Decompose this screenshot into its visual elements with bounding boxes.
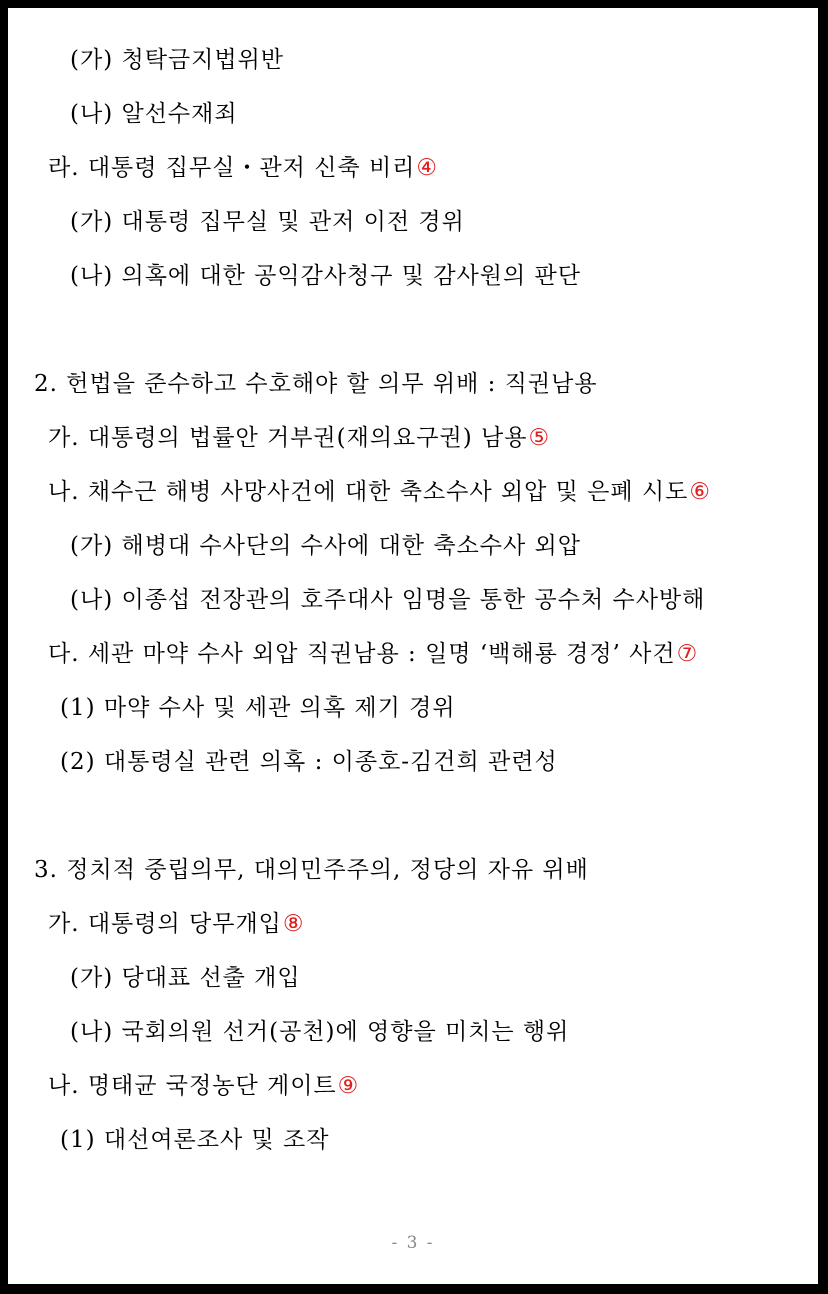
page-number: - 3 - bbox=[391, 1233, 435, 1253]
outline-item bbox=[60, 693, 456, 723]
outline-item-text: 나. 채수근 해병 사망사건에 대한 축소수사 외압 및 은폐 시도 bbox=[48, 479, 689, 505]
section-heading-text: 3. 정치적 중립의무, 대의민주주의, 정당의 자유 위배 bbox=[34, 857, 589, 883]
reference-marker: ⑤ bbox=[528, 425, 551, 451]
section-heading-text: 2. 헌법을 준수하고 수호해야 할 의무 위배 : 직권남용 bbox=[34, 371, 598, 397]
outline-item-text: (나) 이종섭 전장관의 호주대사 임명을 통한 공수처 수사방해 bbox=[70, 587, 706, 613]
outline-item bbox=[70, 261, 581, 291]
outline-item-text: (나) 알선수재죄 bbox=[70, 101, 238, 127]
section-heading bbox=[34, 855, 589, 885]
outline-item bbox=[60, 747, 558, 777]
outline-item bbox=[48, 153, 438, 183]
outline-item bbox=[48, 909, 305, 939]
reference-marker: ⑥ bbox=[689, 479, 711, 505]
outline-item bbox=[48, 477, 711, 507]
outline-item-text: (가) 당대표 선출 개입 bbox=[70, 965, 301, 991]
outline-item-text: (1) 대선여론조사 및 조작 bbox=[60, 1127, 330, 1153]
section-heading bbox=[34, 369, 598, 399]
outline-item bbox=[70, 585, 705, 615]
outline-item-text: (나) 국회의원 선거(공천)에 영향을 미치는 행위 bbox=[70, 1019, 570, 1045]
outline-item-text: 라. 대통령 집무실・관저 신축 비리 bbox=[48, 155, 416, 181]
document-page bbox=[8, 8, 818, 1284]
outline-item bbox=[48, 423, 550, 453]
outline-item bbox=[70, 1017, 569, 1047]
outline-item-text: (나) 의혹에 대한 공익감사청구 및 감사원의 판단 bbox=[70, 263, 581, 289]
reference-marker: ⑧ bbox=[282, 911, 305, 937]
reference-marker: ④ bbox=[416, 155, 439, 181]
outline-item-text: 다. 세관 마약 수사 외압 직권남용 : 일명 ‘백해룡 경정’ 사건 bbox=[48, 641, 676, 667]
outline-item bbox=[70, 531, 581, 561]
outline-item bbox=[70, 99, 238, 129]
outline-item bbox=[48, 639, 698, 669]
outline-item bbox=[60, 1125, 329, 1155]
outline-item-text: (2) 대통령실 관련 의혹 : 이종호-김건희 관련성 bbox=[60, 749, 558, 775]
outline-item-text: (1) 마약 수사 및 세관 의혹 제기 경위 bbox=[60, 695, 456, 721]
outline-item-text: (가) 해병대 수사단의 수사에 대한 축소수사 외압 bbox=[70, 533, 581, 559]
outline-item-text: 나. 명태균 국정농단 게이트 bbox=[48, 1073, 337, 1099]
outline-item bbox=[70, 207, 465, 237]
reference-marker: ⑦ bbox=[676, 641, 699, 667]
outline-item-text: (가) 대통령 집무실 및 관저 이전 경위 bbox=[70, 209, 465, 235]
outline-item bbox=[48, 1071, 359, 1101]
outline-item bbox=[70, 45, 284, 75]
outline-item-text: (가) 청탁금지법위반 bbox=[70, 47, 285, 73]
outline-item-text: 가. 대통령의 법률안 거부권(재의요구권) 남용 bbox=[48, 425, 528, 451]
outline-item-text: 가. 대통령의 당무개입 bbox=[48, 911, 282, 937]
reference-marker: ⑨ bbox=[337, 1073, 360, 1099]
outline-item bbox=[70, 963, 301, 993]
